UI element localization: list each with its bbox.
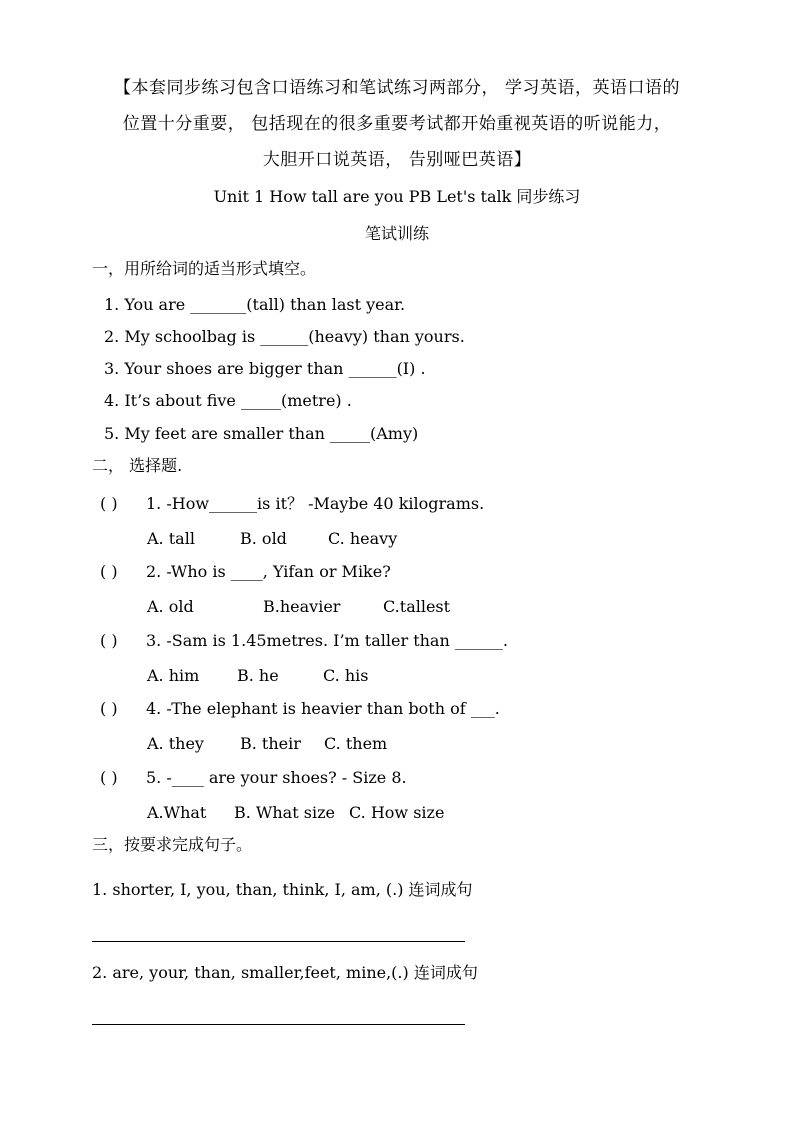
option-c: C. How size (349, 803, 445, 822)
option-a: A. old (147, 597, 194, 616)
answer-line-2 (92, 1024, 465, 1025)
worksheet-title: Unit 1 How tall are you PB Let's talk 同步练习 (213, 187, 581, 206)
option-b: B. old (240, 529, 287, 548)
choice-options-3 (147, 666, 547, 686)
choice-question-1 (100, 494, 700, 514)
fill-blank-item-3: 3. Your shoes are bigger than ______(I) . (104, 359, 426, 378)
intro-line-1: 【本套同步练习包含口语练习和笔试练习两部分， 学习英语，英语口语的 (114, 78, 680, 98)
question-text: 2. -Who is ____, Yifan or Mike? (146, 562, 391, 581)
option-a: A.What (147, 803, 207, 822)
option-c: C.tallest (383, 597, 451, 616)
choice-question-2 (100, 562, 700, 582)
answer-parentheses: ( ) (100, 768, 118, 787)
option-c: C. them (324, 734, 388, 753)
fill-blank-item-5: 5. My feet are smaller than _____(Amy) (104, 424, 419, 443)
fill-blank-item-4: 4. It’s about five _____(metre) . (104, 391, 352, 410)
option-b: B. he (237, 666, 279, 685)
choice-options-4 (147, 734, 547, 754)
question-text: 3. -Sam is 1.45metres. I’m taller than ______. (146, 631, 508, 650)
option-b: B. their (240, 734, 301, 753)
answer-parentheses: ( ) (100, 699, 118, 718)
choice-options-2 (147, 597, 547, 617)
choice-question-4 (100, 699, 700, 719)
section2-heading: 二， 选择题. (92, 456, 183, 475)
option-c: C. heavy (328, 529, 398, 548)
intro-line-2: 位置十分重要， 包括现在的很多重要考试都开始重视英语的听说能力， (122, 114, 672, 134)
intro-line-3: 大胆开口说英语， 告别哑巴英语】 (262, 150, 532, 170)
section3-heading: 三，按要求完成句子。 (92, 835, 253, 854)
option-c: C. his (323, 666, 369, 685)
rearrange-item-1: 1. shorter, I, you, than, think, I, am, (.) 连词成句 (92, 880, 473, 899)
choice-options-5 (147, 803, 547, 823)
question-text: 4. -The elephant is heavier than both of ___. (146, 699, 500, 718)
option-b: B. What size (234, 803, 335, 822)
choice-question-5 (100, 768, 700, 788)
option-b: B.heavier (263, 597, 341, 616)
section1-heading: 一，用所给词的适当形式填空。 (92, 259, 317, 278)
fill-blank-item-1: 1. You are _______(tall) than last year. (104, 295, 406, 314)
option-a: A. tall (147, 529, 195, 548)
question-text: 5. -____ are your shoes? - Size 8. (146, 768, 407, 787)
question-text: 1. -How______is it？ -Maybe 40 kilograms. (146, 494, 485, 513)
answer-parentheses: ( ) (100, 494, 118, 513)
option-a: A. him (147, 666, 200, 685)
option-a: A. they (147, 734, 204, 753)
answer-parentheses: ( ) (100, 631, 118, 650)
fill-blank-item-2: 2. My schoolbag is ______(heavy) than yours. (104, 327, 465, 346)
answer-line-1 (92, 941, 465, 942)
worksheet-subtitle: 笔试训练 (364, 224, 429, 243)
choice-question-3 (100, 631, 700, 651)
rearrange-item-2: 2. are, your, than, smaller,feet, mine,(.) 连词成句 (92, 963, 478, 982)
choice-options-1 (147, 529, 547, 549)
answer-parentheses: ( ) (100, 562, 118, 581)
